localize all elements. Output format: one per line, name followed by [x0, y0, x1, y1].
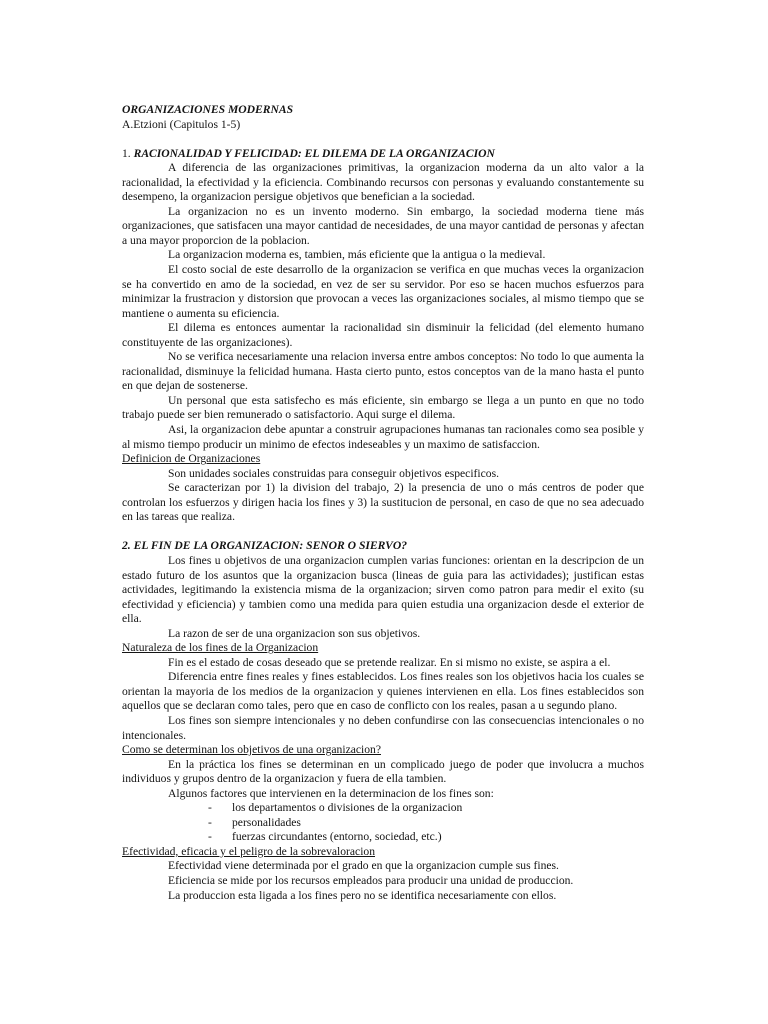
paragraph: El costo social de este desarrollo de la organizacion se verifica en que muchas veces la organizacion se ha convertido en amo de la sociedad, en vez de ser su servidor. Por eso se hacen muchos esfuerzos para minimizar la frustracion y distorsion que provocan a veces las organizaciones sociales, al mismo tiempo que se mantiene o aumenta su eficiencia. — [122, 263, 644, 320]
list-item — [122, 816, 644, 831]
factors-list — [122, 801, 644, 845]
list-item — [122, 830, 644, 845]
subheading-determinacion: Como se determinan los objetivos de una organizacion? — [122, 743, 381, 757]
paragraph: En la práctica los fines se determinan en un complicado juego de poder que involucra a muchos individuos y grupos dentro de la organizacion y fuera de ella tambien. — [122, 757, 644, 786]
paragraph: A diferencia de las organizaciones primitivas, la organizacion moderna da un alto valor a la racionalidad, la efectividad y la eficiencia. Combinando recursos con personas y evaluando constantemente su desempeno, la organizacion persigue objetivos que benefician a la sociedad. — [122, 161, 644, 204]
document-author: A.Etzioni (Capitulos 1-5) — [122, 117, 241, 131]
paragraph: No se verifica necesariamente una relacion inversa entre ambos conceptos: No todo lo que aumenta la racionalidad, disminuye la felicidad humana. Hasta cierto punto, estos conceptos van de la mano hasta el punto en que dejan de sostenerse. — [122, 350, 644, 393]
paragraph: La organizacion moderna es, tambien, más eficiente que la antigua o la medieval. — [168, 248, 546, 262]
paragraph: Diferencia entre fines reales y fines establecidos. Los fines reales son los objetivos hacia los cuales se orientan la mayoria de los medios de la organizacion y quienes intervienen en ella. Los fines establecidos son aquellos que se declaran como tales, pero que en caso de conflicto con los reales, pasan a u segundo plano. — [122, 670, 644, 713]
paragraph: Son unidades sociales construidas para conseguir objetivos especificos. — [168, 466, 499, 480]
paragraph: Fin es el estado de cosas deseado que se pretende realizar. En si mismo no existe, se aspira a el. — [168, 655, 611, 669]
paragraph: Los fines son siempre intencionales y no deben confundirse con las consecuencias intencionales o no intencionales. — [122, 713, 644, 742]
section-2-heading: 2. EL FIN DE LA ORGANIZACION: SENOR O SIERVO? — [122, 539, 408, 553]
section-1-heading — [122, 147, 644, 162]
paragraph: Efectividad viene determinada por el grado en que la organizacion cumple sus fines. — [168, 859, 559, 873]
document-title: ORGANIZACIONES MODERNAS — [122, 103, 294, 116]
subheading-efectividad: Efectividad, eficacia y el peligro de la sobrevaloracion — [122, 844, 376, 858]
paragraph: El dilema es entonces aumentar la racionalidad sin disminuir la felicidad (del elemento humano constituyente de las organizaciones). — [122, 321, 644, 349]
subheading-naturaleza: Naturaleza de los fines de la Organizacion — [122, 641, 319, 655]
paragraph: Asi, la organizacion debe apuntar a construir agrupaciones humanas tan racionales como sea posible y al mismo tiempo producir un minimo de efectos indeseables y un maximo de satisfaccion. — [122, 423, 644, 451]
list-item-text: personalidades — [232, 815, 301, 829]
list-item — [122, 801, 644, 816]
subheading-definicion: Definicion de Organizaciones — [122, 452, 261, 466]
dash-bullet: - — [208, 830, 212, 844]
paragraph: Algunos factores que intervienen en la determinacion de los fines son: — [168, 786, 494, 800]
paragraph: La produccion esta ligada a los fines pero no se identifica necesariamente con ellos. — [168, 888, 557, 902]
paragraph: Se caracterizan por 1) la division del trabajo, 2) la presencia de uno o más centros de poder que controlan los esfuerzos y dirigen hacia los fines y 3) la sustitucion de personal, en caso de que no sea adecuado en las tareas que realiza. — [122, 481, 644, 524]
paragraph: La organizacion no es un invento moderno. Sin embargo, la sociedad moderna tiene más organizaciones, que satisfacen una mayor cantidad de necesidades, de una mayor cantidad de personas y afectan a una mayor proporcion de la poblacion. — [122, 204, 644, 247]
list-item-text: los departamentos o divisiones de la organizacion — [232, 801, 463, 815]
document-body — [122, 103, 644, 903]
paragraph: Un personal que esta satisfecho es más eficiente, sin embargo se llega a un punto en que no todo trabajo puede ser bien remunerado o satisfactorio. Aqui surge el dilema. — [122, 393, 644, 422]
list-item-text: fuerzas circundantes (entorno, sociedad, etc.) — [232, 830, 442, 844]
paragraph: Los fines u objetivos de una organizacion cumplen varias funciones: orientan en la descripcion de un estado futuro de los asuntos que la organizacion busca (lineas de guia para las actividades); justifican estas actividades, legitimando la existencia misma de la organizacion; sirven como patron para medir el exito (su efectividad y eficiencia) y tambien como una medida para quien estudia una organizacion desde el exterior de ella. — [122, 553, 644, 626]
dash-bullet: - — [208, 801, 212, 815]
section-1-number: 1. — [122, 146, 134, 160]
paragraph: La razon de ser de una organizacion son sus objetivos. — [168, 626, 421, 640]
dash-bullet: - — [208, 815, 212, 829]
paragraph: Eficiencia se mide por los recursos empleados para producir una unidad de produccion. — [168, 873, 574, 887]
section-1-title: RACIONALIDAD Y FELICIDAD: EL DILEMA DE LA ORGANIZACION — [133, 146, 495, 160]
